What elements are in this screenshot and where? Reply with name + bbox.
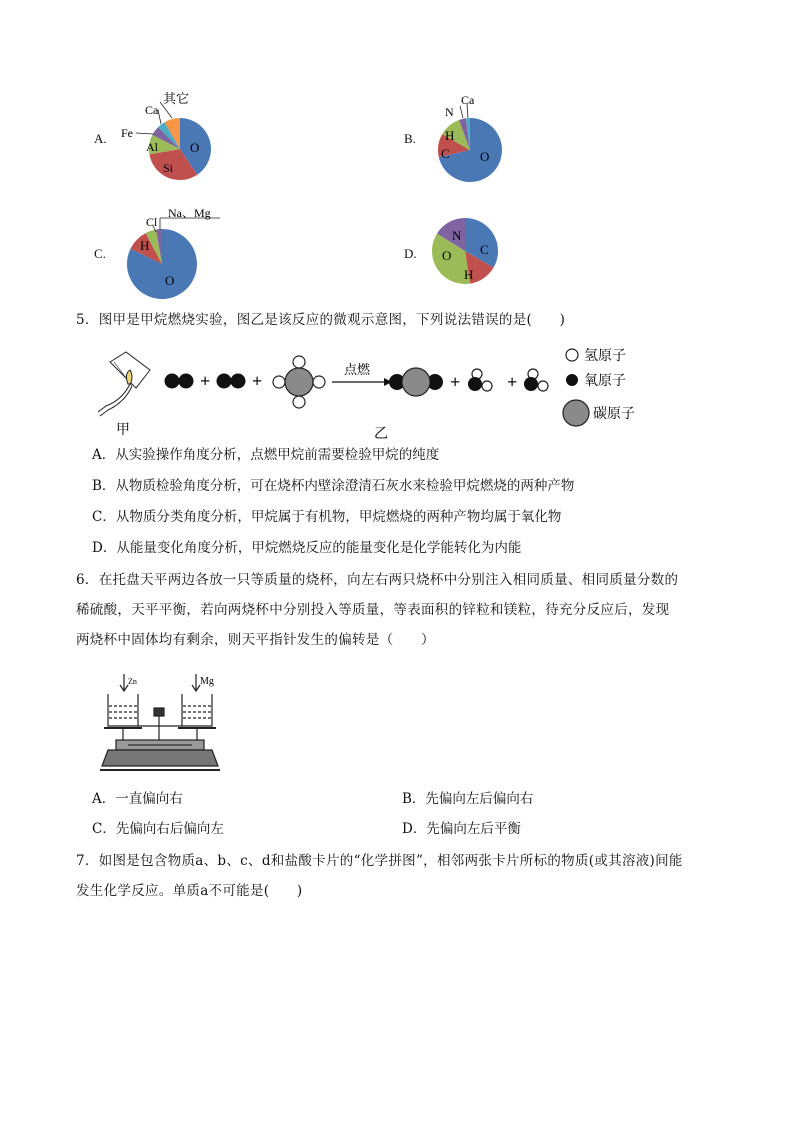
pie-a-label-fe: Fe bbox=[121, 126, 133, 140]
q5-figure bbox=[92, 340, 662, 440]
plus-sign: + bbox=[252, 371, 263, 391]
fig-label-yi: 乙 bbox=[374, 427, 388, 440]
q6-option-a: A．一直偏向右 bbox=[92, 791, 183, 807]
pie-d-label-c: C bbox=[480, 242, 489, 257]
pie-chart-d bbox=[428, 212, 508, 292]
pie-b-label-c: C bbox=[441, 146, 450, 161]
pie-a-label-ca: Ca bbox=[145, 103, 159, 117]
o-atom bbox=[217, 374, 232, 389]
pie-d-label-n: N bbox=[452, 228, 462, 243]
option-a-letter: A. bbox=[94, 131, 107, 146]
mg-label: Mg bbox=[200, 676, 214, 687]
q6-option-b: B．先偏向左后偏向右 bbox=[402, 791, 534, 807]
pie-a-label-other: 其它 bbox=[163, 91, 190, 106]
option-c-letter: C. bbox=[94, 246, 106, 261]
zn-label: Zn bbox=[128, 677, 137, 686]
pie-c-label-namg: Na、Mg bbox=[168, 206, 211, 220]
legend-c-symbol bbox=[563, 400, 589, 426]
balance-figure bbox=[98, 670, 228, 780]
option-d-letter: D. bbox=[404, 246, 417, 261]
pie-a-label-al: Al bbox=[146, 140, 158, 154]
pie-b-label-o: O bbox=[480, 149, 490, 164]
q7-stem-line: 7．如图是包含物质a、b、c、d和盐酸卡片的“化学拼图”，相邻两张卡片所标的物质(或其溶液)间能 bbox=[76, 853, 683, 869]
h2o-molecule bbox=[524, 369, 548, 391]
q6-option-c: C．先偏向右后偏向左 bbox=[92, 821, 224, 837]
pie-d-label-o: O bbox=[442, 248, 452, 263]
q6-stem-line: 6．在托盘天平两边各放一只等质量的烧杯，向左右两只烧杯中分别注入相同质量、相同质量分数的 bbox=[76, 572, 679, 588]
methane-burning-apparatus bbox=[98, 352, 150, 416]
q6-stem-line: 稀硫酸，天平平衡，若向两烧杯中分别投入等质量，等表面积的锌粒和镁粒，待充分反应后，发现 bbox=[76, 602, 670, 618]
h2o-molecule bbox=[468, 369, 492, 391]
legend-o-symbol bbox=[566, 374, 578, 386]
pie-c-label-o: O bbox=[165, 273, 175, 288]
pie-b-label-h: H bbox=[445, 128, 455, 143]
legend-o-label: 氧原子 bbox=[584, 374, 626, 389]
q5-stem: 5．图甲是甲烷燃烧实验，图乙是该反应的微观示意图，下列说法错误的是( ) bbox=[76, 312, 566, 328]
co2-molecule bbox=[389, 368, 443, 396]
pie-c-label-cl: Cl bbox=[146, 215, 158, 229]
plus-sign: + bbox=[200, 371, 211, 391]
pie-b-label-n: N bbox=[445, 105, 454, 119]
option-b-letter: B. bbox=[404, 131, 416, 146]
q5-option-d: D．从能量变化角度分析，甲烷燃烧反应的能量变化是化学能转化为内能 bbox=[92, 540, 522, 556]
pie-b-label-ca: Ca bbox=[461, 93, 475, 107]
o-atom bbox=[179, 374, 194, 389]
q5-option-a: A．从实验操作角度分析，点燃甲烷前需要检验甲烷的纯度 bbox=[92, 447, 440, 463]
pie-chart-a bbox=[118, 88, 228, 188]
q6-stem-line: 两烧杯中固体均有剩余，则天平指针发生的偏转是（ ） bbox=[76, 632, 435, 648]
q7-stem bbox=[76, 846, 776, 906]
q6-stem bbox=[76, 565, 776, 655]
q5-option-b: B．从物质检验角度分析，可在烧杯内壁涂澄清石灰水来检验甲烷燃烧的两种产物 bbox=[92, 478, 575, 494]
legend-h-label: 氢原子 bbox=[584, 349, 626, 364]
fig-label-jia: 甲 bbox=[116, 423, 130, 438]
pie-a-label-o: O bbox=[190, 140, 200, 155]
q6-option-d: D．先偏向左后平衡 bbox=[402, 821, 521, 837]
q5-option-c: C．从物质分类角度分析，甲烷属于有机物，甲烷燃烧的两种产物均属于氧化物 bbox=[92, 509, 562, 525]
pie-d-label-h: H bbox=[464, 267, 474, 282]
pie-chart-c bbox=[120, 206, 230, 306]
o-atom bbox=[231, 374, 246, 389]
legend-h-symbol bbox=[566, 349, 578, 361]
methane-molecule bbox=[273, 356, 325, 408]
pie-a-label-si: Si bbox=[163, 161, 174, 175]
plus-sign: + bbox=[450, 372, 461, 392]
arrow-label: 点燃 bbox=[344, 362, 371, 377]
pie-chart-b bbox=[425, 88, 515, 188]
legend-c-label: 碳原子 bbox=[593, 407, 635, 422]
plus-sign: + bbox=[507, 372, 518, 392]
pie-c-label-h: H bbox=[140, 238, 150, 253]
q7-stem-line: 发生化学反应。单质a不可能是( ) bbox=[76, 883, 303, 899]
o-atom bbox=[165, 374, 180, 389]
